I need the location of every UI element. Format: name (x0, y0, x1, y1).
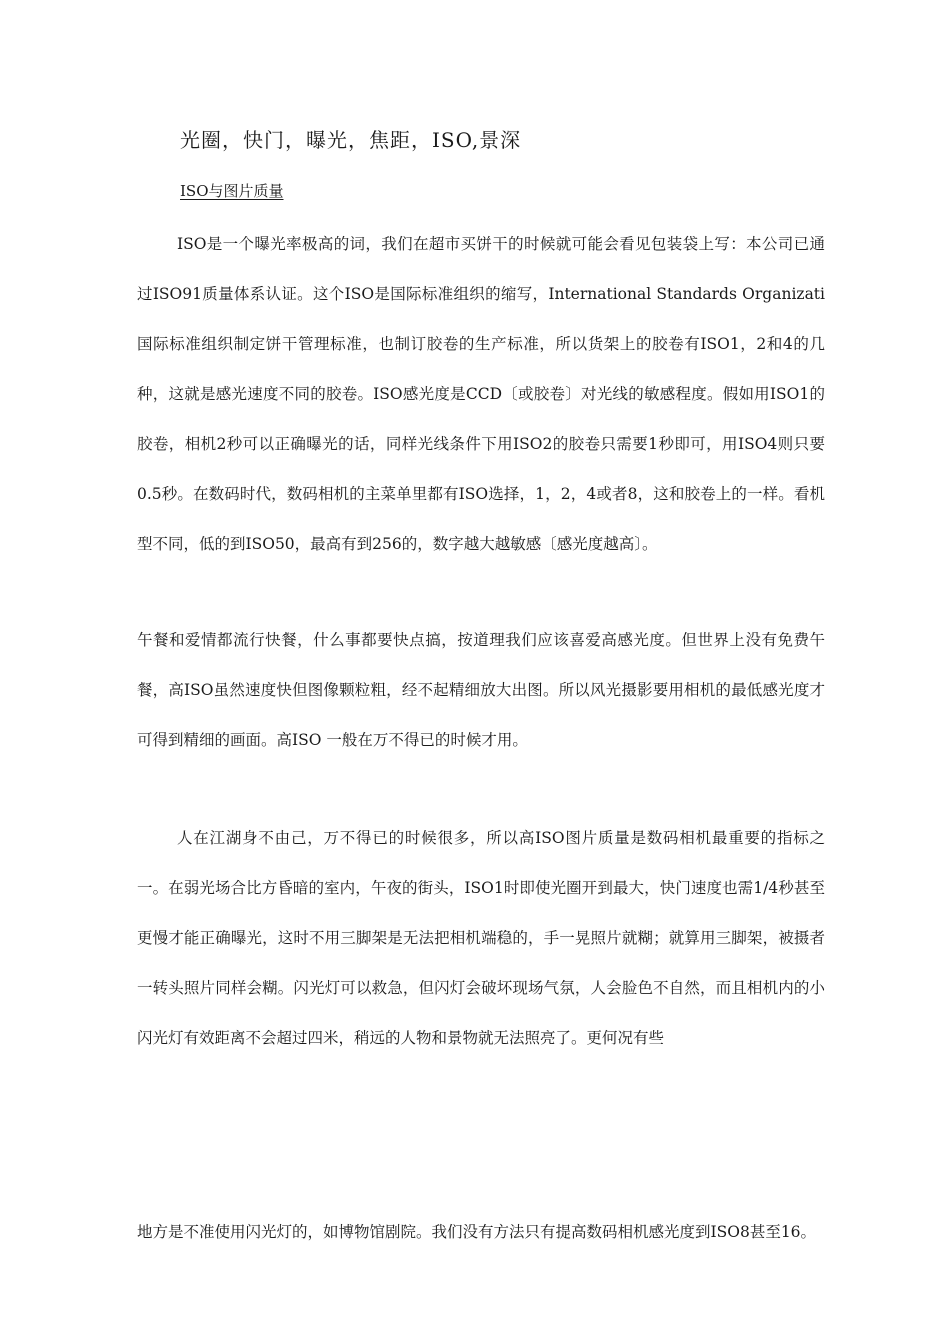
paragraph: 午餐和爱情都流行快餐，什么事都要快点搞，按道理我们应该喜爱高感光度。但世界上没有免费午餐，高ISO虽然速度快但图像颗粒粗，经不起精细放大出图。所以风光摄影要用相机的最低感光度才可得到精细的画面。高ISO 一般在万不得已的时候才用。 (137, 631, 825, 749)
document-title: 光圈，快门，曝光，焦距，ISO,景深 (180, 128, 522, 152)
paragraph: ISO是一个曝光率极高的词，我们在超市买饼干的时候就可能会看见包装袋上写：本公司已通过ISO91质量体系认证。这个ISO是国际标准组织的缩写，International Standards Organizati国际标准组织制定饼干管理标准，也制订胶卷的生产标准，所以货架上的胶卷有ISO1，2和4的几种，这就是感光速度不同的胶卷。ISO感光度是CCD〔或胶卷〕对光线的敏感程度。假如用ISO1的胶卷，相机2秒可以正确曝光的话，同样光线条件下用ISO2的胶卷只需要1秒即可，用ISO4则只要0.5秒。在数码时代，数码相机的主菜单里都有ISO选择，1，2，4或者8，这和胶卷上的一样。看机型不同，低的到ISO50，最高有到256的，数字越大越敏感〔感光度越高〕。 (137, 235, 825, 553)
paragraph: 地方是不准使用闪光灯的，如博物馆剧院。我们没有方法只有提高数码相机感光度到ISO8甚至16。 (137, 1223, 817, 1241)
paragraph: 人在江湖身不由己，万不得已的时候很多，所以高ISO图片质量是数码相机最重要的指标之一。在弱光场合比方昏暗的室内，午夜的街头，ISO1时即使光圈开到最大，快门速度也需1/4秒甚至更慢才能正确曝光，这时不用三脚架是无法把相机端稳的，手一晃照片就糊；就算用三脚架，被摄者一转头照片同样会糊。闪光灯可以救急，但闪灯会破坏现场气氛，人会脸色不自然，而且相机内的小闪光灯有效距离不会超过四米，稍远的人物和景物就无法照亮了。更何况有些 (137, 829, 825, 1047)
section-heading: ISO与图片质量 (180, 182, 284, 200)
